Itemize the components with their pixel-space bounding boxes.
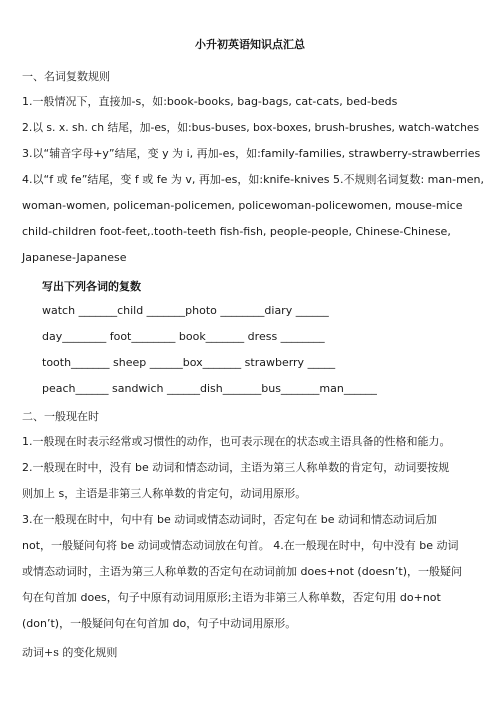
paragraph-line: 2.一般现在时中，没有 be 动词和情态动词，主语为第三人称单数的肯定句，动词要按规 bbox=[22, 461, 450, 474]
paragraph-line: 或情态动词时，主语为第三人称单数的否定句在动词前加 does+not (doesn’t)，一般疑问 bbox=[22, 565, 463, 578]
paragraph bbox=[22, 435, 484, 449]
rule-line: Japanese-Japanese bbox=[22, 251, 127, 264]
rule-line: 4.以“f 或 fe”结尾，变 f 或 fe 为 v, 再加-es，如:knife-knives 5.不规则名词复数: man-men, bbox=[22, 173, 485, 186]
rule-line: 2.以 s. x. sh. ch 结尾，加-es，如:bus-buses, box-boxes, brush-brushes, watch-watches bbox=[22, 121, 480, 134]
exercise-heading: 写出下列各词的复数 bbox=[42, 280, 141, 293]
exercise-row: watch _______child _______photo ________diary ______ bbox=[42, 304, 329, 317]
page-title: 小升初英语知识点汇总 bbox=[195, 38, 305, 51]
rule-line: 3.以“辅音字母+y”结尾，变 y 为 i, 再加-es，如:family-families, strawberry-strawberries bbox=[22, 147, 481, 160]
rule-line: child-children foot-feet,.tooth-teeth fish-fish, people-people, Chinese-Chinese, bbox=[22, 225, 451, 238]
paragraph bbox=[22, 461, 484, 501]
section-heading-verb-s-rules: 动词+s 的变化规则 bbox=[22, 646, 118, 659]
paragraph-line: 3.在一般现在时中，句中有 be 动词或情态动词时，否定句在 be 动词和情态动词后加 bbox=[22, 513, 437, 526]
exercise-row: day________ foot________ book_______ dress ________ bbox=[42, 330, 325, 343]
paragraph-line: not，一般疑问句将 be 动词或情态动词放在句首。 4.在一般现在时中，句中没有 be 动词 bbox=[22, 539, 459, 552]
paragraph bbox=[22, 513, 484, 631]
paragraph-line: (don’t)，一般疑问句在句首加 do，句子中动词用原形。 bbox=[22, 617, 297, 630]
rule-line: woman-women, policeman-policemen, policewoman-policewomen, mouse-mice bbox=[22, 199, 463, 212]
paragraph-line: 则加上 s，主语是非第三人称单数的肯定句，动词用原形。 bbox=[22, 487, 307, 500]
section-heading-present-simple: 二、一般现在时 bbox=[22, 410, 99, 423]
section-heading-plural-rules: 一、名词复数规则 bbox=[22, 70, 110, 83]
exercise-row: tooth_______ sheep ______box_______ strawberry _____ bbox=[42, 356, 336, 369]
paragraph-line: 1.一般现在时表示经常或习惯性的动作，也可表示现在的状态或主语具备的性格和能力。 bbox=[22, 435, 451, 448]
rule-line: 1.一般情况下，直接加-s，如:book-books, bag-bags, cat-cats, bed-beds bbox=[22, 95, 398, 108]
exercise-row: peach______ sandwich ______dish_______bus_______man______ bbox=[42, 382, 377, 395]
paragraph-line: 句在句首加 does，句子中原有动词用原形;主语为非第三人称单数，否定句用 do+not bbox=[22, 591, 441, 604]
